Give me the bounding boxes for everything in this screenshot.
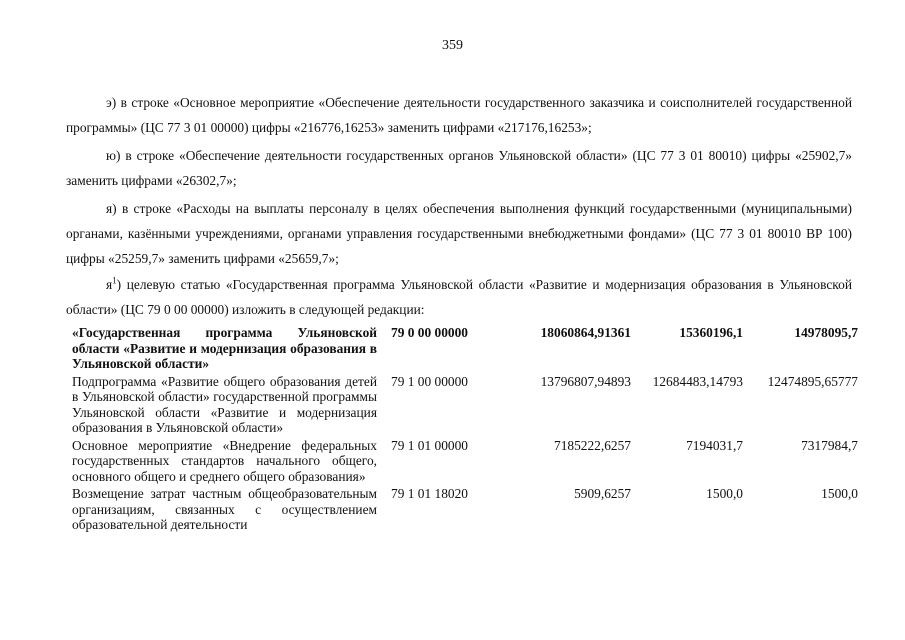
paragraph-yu xyxy=(66,143,852,193)
row-value-3: 1500,0 xyxy=(821,486,858,501)
budget-table xyxy=(72,325,858,533)
paragraph-letter: э) xyxy=(106,95,117,110)
table-row xyxy=(72,484,858,533)
row-code: 79 1 00 00000 xyxy=(391,373,468,389)
paragraph-text: в строке «Расходы на выплаты персоналу в целях обеспечения выполнения функций государственными (муниципальными) органами, казёнными учреждениями, органами управления государственными внебюджетными фондами» (ЦС 77 3 01 80010 ВР 100) цифры «25259,7» заменить цифрами «25659,7»; xyxy=(66,201,852,266)
row-value-2: 7194031,7 xyxy=(686,437,743,453)
row-code: 79 1 01 18020 xyxy=(391,486,468,501)
row-code: 79 0 00 00000 xyxy=(391,325,468,340)
row-value-1: 13796807,94893 xyxy=(540,373,631,389)
paragraph-letter: ю) xyxy=(106,148,121,163)
paragraph-text: целевую статью «Государственная программа Ульяновской области «Развитие и модернизация образования в Ульяновской области» (ЦС 79 0 00 00000) изложить в следующей редакции: xyxy=(66,277,852,317)
paragraph-superscript: 1 xyxy=(112,275,117,286)
row-value-1: 5909,6257 xyxy=(574,486,631,501)
paragraph-letter: я) xyxy=(106,201,117,216)
table-row xyxy=(72,436,858,485)
paragraph-letter: я xyxy=(106,277,113,292)
row-value-2: 15360196,1 xyxy=(679,325,743,340)
row-name: Подпрограмма «Развитие общего образования детей в Ульяновской области» государственной программы Ульяновской области «Развитие и модернизация образования в Ульяновской области» xyxy=(72,373,377,435)
row-name: «Государственная программа Ульяновской области «Развитие и модернизация образования в Ульяновской области» xyxy=(72,325,377,371)
paragraph-ya xyxy=(66,196,852,271)
row-value-3: 12474895,65777 xyxy=(767,373,858,389)
row-value-3: 14978095,7 xyxy=(794,325,858,340)
paragraph-ya1 xyxy=(66,272,852,322)
table-row xyxy=(72,372,858,436)
paragraph-text: в строке «Основное мероприятие «Обеспечение деятельности государственного заказчика и соисполнителей государственной программы» (ЦС 77 3 01 00000) цифры «216776,16253» заменить цифрами «217176,16253»; xyxy=(66,95,852,135)
row-value-2: 1500,0 xyxy=(706,486,743,501)
row-value-2: 12684483,14793 xyxy=(652,373,743,389)
row-value-3: 7317984,7 xyxy=(801,437,858,453)
row-value-1: 18060864,91361 xyxy=(540,325,631,340)
paragraph-letter-suffix: ) xyxy=(116,277,122,292)
page-number: 359 xyxy=(442,38,463,53)
table-row xyxy=(72,325,858,372)
row-value-1: 7185222,6257 xyxy=(554,437,631,453)
row-name: Основное мероприятие «Внедрение федеральных государственных стандартов начального общего, основного общего и среднего общего образования» xyxy=(72,437,377,484)
row-name: Возмещение затрат частным общеобразовательным организациям, связанных с осуществлением образовательной деятельности xyxy=(72,486,377,532)
paragraph-e xyxy=(66,90,852,140)
row-code: 79 1 01 00000 xyxy=(391,437,468,453)
paragraph-text: в строке «Обеспечение деятельности государственных органов Ульяновской области» (ЦС 77 3 01 80010) цифры «25902,7» заменить цифрами «26302,7»; xyxy=(66,148,852,188)
